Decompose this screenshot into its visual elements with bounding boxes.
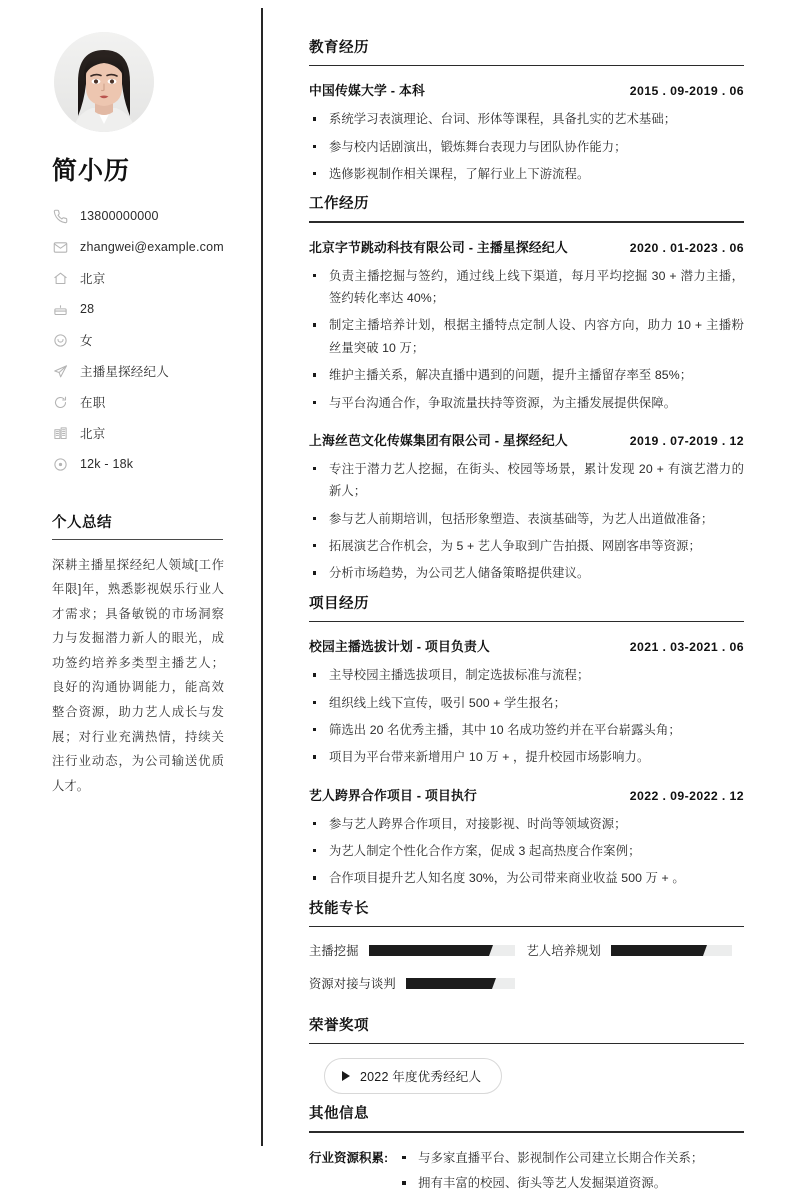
home-icon: [52, 270, 69, 287]
entry-bullets: [309, 664, 744, 769]
bullet-item: 专注于潜力艺人挖掘，在街头、校园等场景，累计发现 20 + 有演艺潜力的新人；: [309, 458, 744, 503]
project-entry: [309, 785, 744, 890]
summary-heading: 个人总结: [52, 514, 112, 531]
entry-header: [309, 80, 744, 99]
contact-value: 主播星探经纪人: [80, 365, 169, 379]
honor-label: 2022 年度优秀经纪人: [360, 1070, 482, 1085]
building-icon: [52, 425, 69, 442]
avatar: [54, 32, 154, 132]
summary-divider: [52, 539, 223, 540]
bullet-item: 参与校内话剧演出，锻炼舞台表现力与团队协作能力；: [309, 136, 744, 158]
bullet-item: 为艺人制定个性化合作方案，促成 3 起高热度合作案例；: [309, 840, 744, 862]
section-honors: [309, 1014, 744, 1094]
entry-bullets: [309, 265, 744, 414]
summary-section: [52, 511, 237, 799]
contact-item-phone: [52, 204, 237, 229]
contact-list: [52, 204, 237, 477]
entry-date: 2019 . 07-2019 . 12: [629, 433, 744, 448]
skill-progress-fill: [406, 978, 489, 989]
contact-item-email: [52, 235, 237, 260]
bullet-item: 维护主播关系，解决直播中遇到的问题，提升主播留存率至 85%；: [309, 364, 744, 386]
bullet-item: 拓展演艺合作机会，为 5 + 艺人争取到广告拍摄、网剧客串等资源；: [309, 535, 744, 557]
contact-value: 13800000000: [80, 209, 159, 223]
bullet-item: 参与艺人前期培训，包括形象塑造、表演基础等，为艺人出道做准备；: [309, 508, 744, 530]
refresh-icon: [52, 394, 69, 411]
section-divider: [309, 221, 744, 222]
entry-date: 2022 . 09-2022 . 12: [629, 788, 744, 803]
summary-text: 深耕主播星探经纪人领域[工作年限]年，熟悉影视娱乐行业人才需求；具备敏锐的市场洞察力与发掘潜力新人的眼光，成功签约培养多类型主播艺人；良好的沟通协调能力，能高效整合资源，助力艺人成长与发展；对行业充满热情，持续关注行业动态，为公司输送优质人才。: [52, 557, 224, 793]
bullet-item: 筛选出 20 名优秀主播，其中 10 名成功签约并在平台崭露头角；: [309, 719, 744, 741]
contact-item-workplace: [52, 421, 237, 446]
section-heading: 荣誉奖项: [309, 1018, 369, 1035]
section-divider: [309, 1131, 744, 1132]
section-heading: 其他信息: [309, 1106, 369, 1123]
entry-date: 2020 . 01-2023 . 06: [629, 240, 744, 255]
entry-header: [309, 636, 744, 655]
skill-label: 主播挖掘: [309, 944, 359, 959]
entry-header: [309, 785, 744, 804]
entry-bullets: [309, 108, 744, 185]
contact-value: 北京: [80, 272, 106, 286]
section-divider: [309, 65, 744, 66]
other-info-label: 行业资源积累:: [309, 1150, 389, 1165]
bullet-item: 参与艺人跨界合作项目，对接影视、时尚等领域资源；: [309, 813, 744, 835]
bullet-item: 项目为平台带来新增用户 10 万 + ，提升校园市场影响力。: [309, 746, 744, 768]
contact-item-gender: [52, 328, 237, 353]
entry-header: [309, 237, 744, 256]
section-other: [309, 1102, 744, 1198]
section-divider: [309, 1043, 744, 1044]
entry-bullets: [309, 458, 744, 585]
section-heading: 工作经历: [309, 196, 369, 213]
bullet-item: 分析市场趋势，为公司艺人储备策略提供建议。: [309, 562, 744, 584]
contact-item-status: [52, 390, 237, 415]
skill-item: [527, 941, 745, 959]
contact-value: 在职: [80, 396, 106, 410]
entry-date: 2015 . 09-2019 . 06: [629, 84, 744, 99]
contact-item-position: [52, 359, 237, 384]
entry-title: 艺人跨界合作项目 - 项目执行: [309, 787, 477, 803]
section-heading: 项目经历: [309, 595, 369, 612]
work-entry: [309, 430, 744, 585]
contact-value: 女: [80, 334, 93, 348]
portrait-photo-icon: [54, 32, 154, 132]
bullet-item: 与平台沟通合作，争取流量扶持等资源，为主播发展提供保障。: [309, 392, 744, 414]
play-triangle-icon: [342, 1071, 350, 1081]
main-content: [263, 0, 794, 1191]
section-education: [309, 36, 744, 185]
work-entry: [309, 237, 744, 414]
entry-title: 上海丝芭文化传媒集团有限公司 - 星探经纪人: [309, 432, 568, 448]
contact-item-age: [52, 297, 237, 322]
bullet-item: 制定主播培养计划，根据主播特点定制人设、内容方向，助力 10 + 主播粉丝量突破 10 万；: [309, 314, 744, 359]
entry-title: 中国传媒大学 - 本科: [309, 83, 425, 99]
entry-bullets: [309, 813, 744, 890]
skill-progress-bar: [611, 945, 732, 956]
education-entry: [309, 80, 744, 185]
sidebar: [0, 0, 263, 1154]
contact-value: zhangwei@example.com: [80, 240, 224, 254]
bullet-item: 主导校园主播选拔项目，制定选拔标准与流程；: [309, 664, 744, 686]
skill-progress-bar: [406, 978, 515, 989]
phone-icon: [52, 208, 69, 225]
entry-title: 校园主播选拔计划 - 项目负责人: [309, 639, 490, 655]
other-info-row: [309, 1147, 744, 1198]
honors-list: [309, 1058, 744, 1094]
person-name: 简小历: [52, 157, 131, 185]
section-divider: [309, 926, 744, 927]
section-skills: [309, 897, 744, 1007]
bullet-item: 选修影视制作相关课程，了解行业上下游流程。: [309, 163, 744, 185]
section-projects: [309, 592, 744, 890]
skill-progress-bar: [369, 945, 515, 956]
section-work: [309, 192, 744, 584]
skill-progress-fill: [611, 945, 699, 956]
bullet-item: 负责主播挖掘与签约，通过线上线下渠道，每月平均挖掘 30 + 潜力主播，签约转化率达 40%；: [309, 265, 744, 310]
paper-plane-icon: [52, 363, 69, 380]
contact-value: 12k - 18k: [80, 457, 134, 471]
bullet-item: 与多家直播平台、影视制作公司建立长期合作关系；: [394, 1147, 744, 1170]
other-info-list: [388, 1147, 744, 1198]
bullet-item: 组织线上线下宣传，吸引 500 + 学生报名；: [309, 692, 744, 714]
contact-value: 28: [80, 302, 95, 316]
skill-progress-fill: [369, 945, 486, 956]
bullet-item: 拥有丰富的校园、街头等艺人发掘渠道资源。: [394, 1172, 744, 1195]
contact-item-location: [52, 266, 237, 291]
honor-chip[interactable]: [324, 1058, 502, 1094]
coin-icon: [52, 456, 69, 473]
section-divider: [309, 621, 744, 622]
bullet-item: 系统学习表演理论、台词、形体等课程，具备扎实的艺术基础；: [309, 108, 744, 130]
bullet-item: 合作项目提升艺人知名度 30%，为公司带来商业收益 500 万 + 。: [309, 867, 744, 889]
gender-icon: [52, 332, 69, 349]
contact-item-salary: [52, 452, 237, 477]
contact-value: 北京: [80, 427, 106, 441]
project-entry: [309, 636, 744, 769]
envelope-icon: [52, 239, 69, 256]
entry-date: 2021 . 03-2021 . 06: [629, 640, 744, 655]
skill-label: 资源对接与谈判: [309, 977, 396, 992]
skill-item: [309, 941, 527, 959]
entry-title: 北京字节跳动科技有限公司 - 主播星探经纪人: [309, 239, 568, 255]
section-heading: 技能专长: [309, 900, 369, 917]
cake-icon: [52, 301, 69, 318]
skills-grid: [309, 941, 744, 1007]
skill-label: 艺人培养规划: [526, 944, 601, 959]
entry-header: [309, 430, 744, 449]
section-heading: 教育经历: [309, 40, 369, 56]
skill-item: [309, 974, 527, 992]
